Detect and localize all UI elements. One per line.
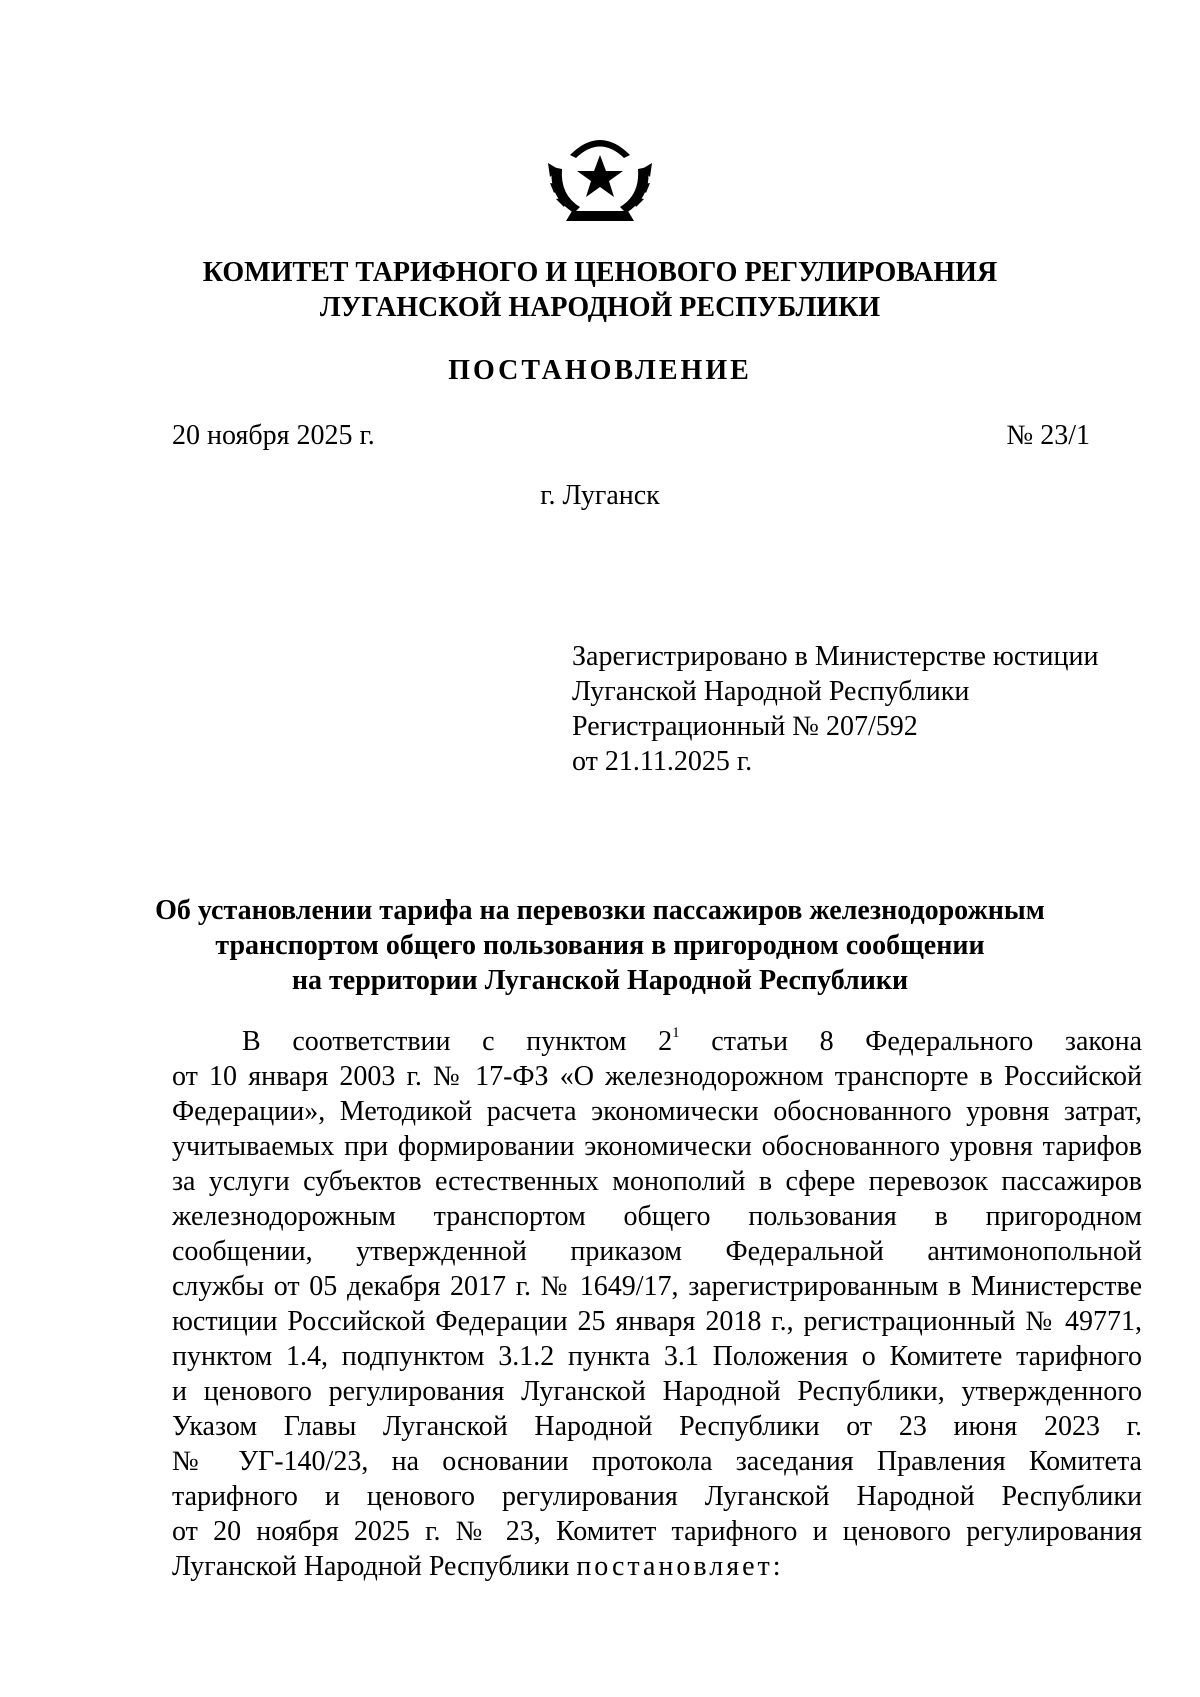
body-line-16-start: Луганской Народной Республики bbox=[172, 1551, 577, 1582]
document-date: 20 ноября 2025 г. bbox=[172, 420, 375, 451]
registration-line-1: Зарегистрировано в Министерстве юстиции bbox=[572, 641, 1099, 672]
registration-line-3: Регистрационный № 207/592 bbox=[572, 711, 918, 742]
body-line-14: тарифного и ценового регулирования Луганской Народной Республики bbox=[172, 1481, 1142, 1512]
registration-block bbox=[572, 639, 1098, 779]
title-line-3: на территории Луганской Народной Республики bbox=[291, 965, 909, 996]
registration-line-4: от 21.11.2025 г. bbox=[572, 746, 753, 777]
registration-line-2: Луганской Народной Республики bbox=[572, 676, 970, 707]
superscript: 1 bbox=[672, 1025, 680, 1041]
body-line-1-start: В соответствии с пунктом 2 bbox=[242, 1026, 673, 1057]
body-line-15: от 20 ноября 2025 г. № 23, Комитет тарифного и ценового регулирования bbox=[172, 1516, 1142, 1547]
document-city: г. Луганск bbox=[540, 480, 660, 511]
body-line-10: пунктом 1.4, подпунктом 3.1.2 пункта 3.1 Положения о Комитете тарифного bbox=[172, 1341, 1142, 1372]
body-line-1 bbox=[172, 1024, 1142, 1059]
body-line-13: № УГ-140/23, на основании протокола заседания Правления Комитета bbox=[172, 1446, 1142, 1477]
title-line-2: транспортом общего пользования в пригородном сообщении bbox=[215, 930, 985, 961]
title-line-1: Об установлении тарифа на перевозки пассажиров железнодорожным bbox=[155, 895, 1045, 926]
org-line-1: КОМИТЕТ ТАРИФНОГО И ЦЕНОВОГО РЕГУЛИРОВАНИЯ bbox=[202, 257, 998, 288]
body-line-6: железнодорожным транспортом общего пользования в пригородном bbox=[172, 1201, 1142, 1232]
body-line-11: и ценового регулирования Луганской Народной Республики, утвержденного bbox=[172, 1376, 1142, 1407]
document-title bbox=[100, 893, 1100, 998]
body-line-12: Указом Главы Луганской Народной Республики от 23 июня 2023 г. bbox=[172, 1411, 1142, 1442]
document-number: № 23/1 bbox=[1006, 420, 1090, 451]
body-line-7: сообщении, утвержденной приказом Федеральной антимонопольной bbox=[172, 1236, 1142, 1267]
body-line-8: службы от 05 декабря 2017 г. № 1649/17, зарегистрированным в Министерстве bbox=[172, 1271, 1142, 1302]
body-line-2: от 10 января 2003 г. № 17-ФЗ «О железнодорожном транспорте в Российской bbox=[172, 1061, 1142, 1092]
body-line-5: за услуги субъектов естественных монополий в сфере перевозок пассажиров bbox=[172, 1166, 1142, 1197]
body-line-9: юстиции Российской Федерации 25 января 2018 г., регистрационный № 49771, bbox=[172, 1306, 1142, 1337]
body-line-3: Федерации», Методикой расчета экономически обоснованного уровня затрат, bbox=[172, 1096, 1142, 1127]
body-line-16 bbox=[172, 1549, 1142, 1584]
body-line-1-end: статьи 8 Федерального закона bbox=[711, 1026, 1142, 1057]
org-line-2: ЛУГАНСКОЙ НАРОДНОЙ РЕСПУБЛИКИ bbox=[319, 292, 881, 323]
document-type: ПОСТАНОВЛЕНИЕ bbox=[448, 355, 752, 386]
body-line-4: учитываемых при формировании экономически обоснованного уровня тарифов bbox=[172, 1131, 1142, 1162]
coat-of-arms-icon bbox=[544, 125, 656, 225]
body-paragraph bbox=[172, 1024, 1142, 1584]
resolves-keyword: постановляет: bbox=[576, 1551, 784, 1582]
organization-name bbox=[0, 255, 1200, 325]
